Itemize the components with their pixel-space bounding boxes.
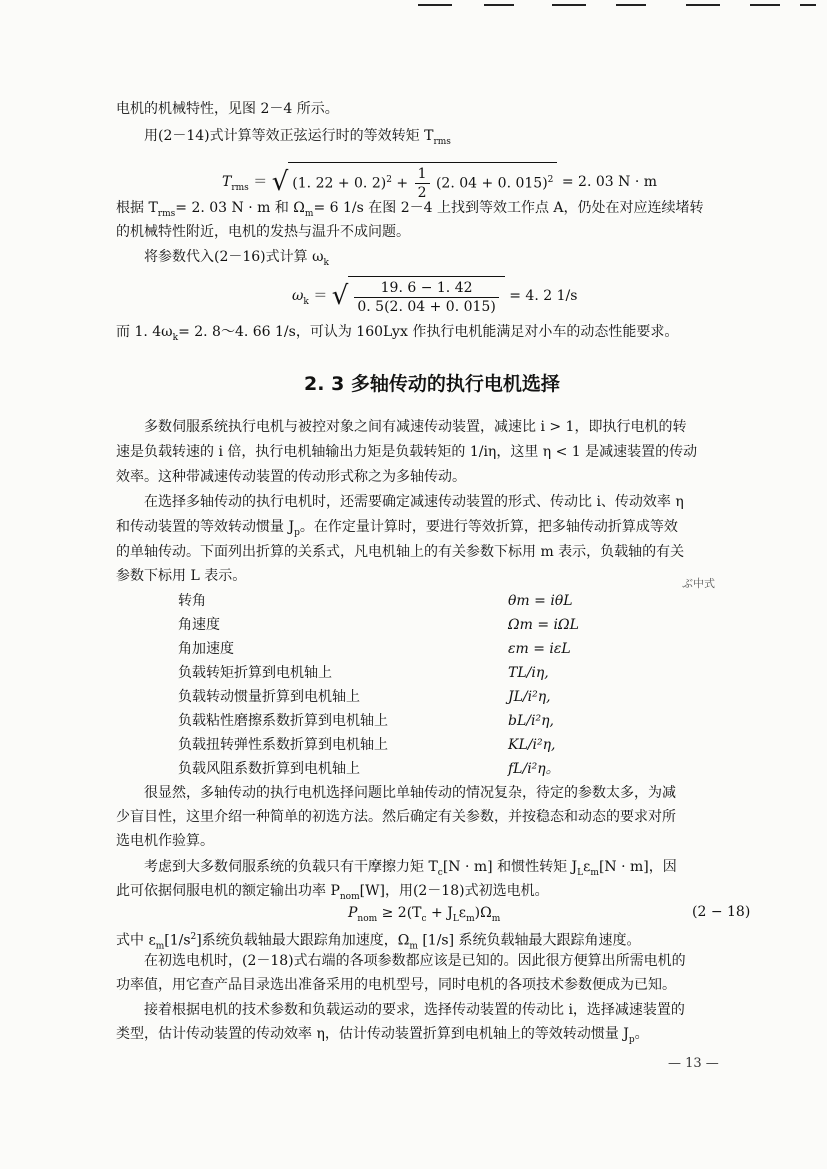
text-line: 用(2－14)式计算等效正弦运行时的等效转矩 $T_{rms}$ [144, 128, 451, 147]
text-line: 参数下标用 L 表示。 [116, 568, 247, 584]
list-item-label: 角加速度 [178, 641, 234, 657]
equation-omega-k: $\omega_k$ ＝ √ $\frac{19. 6 - 1. 42}{0. 5(2. 04 + 0. 015)}$ = 4. 2 1/s [292, 276, 577, 316]
list-item-expr: εm = iεL [508, 641, 571, 657]
scan-mark [750, 4, 780, 6]
equation-trms: $T_{rms}$ ＝ √ (1. 22 + 0. 2)$^2$ + $\frac{1}{2}$ (2. 04 + 0. 015)$^2$ = 2. 03 N · m [222, 162, 657, 202]
list-item-label: 负载风阻系数折算到电机轴上 [178, 761, 360, 777]
list-item-expr: bL/i²η, [508, 713, 554, 729]
scan-mark [616, 4, 646, 6]
text-line: 此可依据伺服电机的额定输出功率 $P_{nom}[W]$，用(2－18)式初选电机。 [116, 883, 549, 902]
text-line: 式中 $\varepsilon_m[1/s^2]$系统负载轴最大跟踪角加速度，$\Omega_m$ [1/s] 系统负载轴最大跟踪角速度。 [116, 932, 641, 952]
text-line: 类型，估计传动装置的传动效率 η，估计传动装置折算到电机轴上的等效转动惯量 $J_p$。 [116, 1026, 649, 1045]
text-line: 的单轴传动。下面列出折算的关系式，凡电机轴上的有关参数下标用 m 表示，负载轴的有关 [116, 544, 685, 560]
text-line: 在初选电机时，(2－18)式右端的各项参数都应该是已知的。因此很方便算出所需电机的 [144, 953, 686, 969]
text-line: 根据 $T_{rms}= 2$. 03 N · m 和 $\Omega_m= 6$ 1/s 在图 2－4 上找到等效工作点 A，仍处在对应连续堵转 [116, 200, 704, 219]
equation-number: (2 − 18) [692, 904, 751, 920]
text-line: 功率值，用它查产品目录选出准备采用的电机型号，同时电机的各项技术参数便成为已知。 [116, 977, 676, 993]
text-line: 效率。这种带减速传动装置的传动形式称之为多轴传动。 [116, 469, 466, 485]
list-item-expr: θm = iθL [508, 593, 573, 609]
scan-mark [552, 4, 586, 6]
text-line: 的机械特性附近，电机的发热与温升不成问题。 [116, 224, 410, 240]
text-line: 多数伺服系统执行电机与被控对象之间有减速传动装置，减速比 i > 1，即执行电机的转 [144, 419, 687, 435]
text-line: 和传动装置的等效转动惯量 $J_p$。在作定量计算时，要进行等效折算，把多轴传动折算成等效 [116, 519, 678, 538]
text-line: 而 1. $4\omega_k= 2$. 8～4. 66 1/s，可认为 160Lyx 作执行电机能满足对小车的动态性能要求。 [116, 324, 679, 343]
text-line: 将参数代入(2－16)式计算 $\omega_k$ [144, 249, 329, 268]
text-line: 在选择多轴传动的执行电机时，还需要确定减速传动装置的形式、传动比 i、传动效率 η [144, 494, 684, 510]
list-item-label: 转角 [178, 593, 206, 609]
list-item-label: 负载转动惯量折算到电机轴上 [178, 689, 360, 705]
scan-mark [484, 4, 514, 6]
text-line: 少盲目性，这里介绍一种简单的初选方法。然后确定有关参数，并按稳态和动态的要求对所 [116, 809, 676, 825]
text-line: 考虑到大多数伺服系统的负载只有干摩擦力矩 $T_c[N \cdot m]$ 和惯性转矩 $J_L\varepsilon_m[N \cdot m]$，因 [144, 859, 677, 878]
list-item-label: 负载转矩折算到电机轴上 [178, 665, 332, 681]
scan-mark [686, 4, 720, 6]
list-item-label: 角速度 [178, 617, 220, 633]
text-line: 很显然，多轴传动的执行电机选择问题比单轴传动的情况复杂，待定的参数太多，为减 [144, 785, 676, 801]
margin-note: ぶ中式 [682, 577, 715, 590]
equation-pnom: $P_{nom} \ge 2(T_c + J_L\varepsilon_m)\Omega_m$ [348, 905, 501, 924]
list-item-expr: Ωm = iΩL [508, 617, 579, 633]
list-item-label: 负载扭转弹性系数折算到电机轴上 [178, 737, 388, 753]
list-item-expr: fL/i²η。 [508, 761, 560, 777]
scan-mark [800, 4, 816, 6]
section-heading: 2. 3 多轴传动的执行电机选择 [304, 373, 560, 395]
scan-mark [418, 4, 452, 6]
text-line: 速是负载转速的 i 倍，执行电机轴输出力矩是负载转矩的 1/iη，这里 η < 1 是减速装置的传动 [116, 444, 698, 460]
text-line: 接着根据电机的技术参数和负载运动的要求，选择传动装置的传动比 i，选择减速装置的 [144, 1002, 685, 1018]
list-item-expr: TL/iη, [508, 665, 549, 681]
text-line: 选电机作验算。 [116, 833, 214, 849]
text-line: 电机的机械特性，见图 2－4 所示。 [116, 101, 339, 117]
list-item-expr: JL/i²η, [508, 689, 551, 705]
list-item-expr: KL/i²η, [508, 737, 556, 753]
list-item-label: 负载粘性磨擦系数折算到电机轴上 [178, 713, 388, 729]
page-number: — 13 — [668, 1056, 719, 1071]
